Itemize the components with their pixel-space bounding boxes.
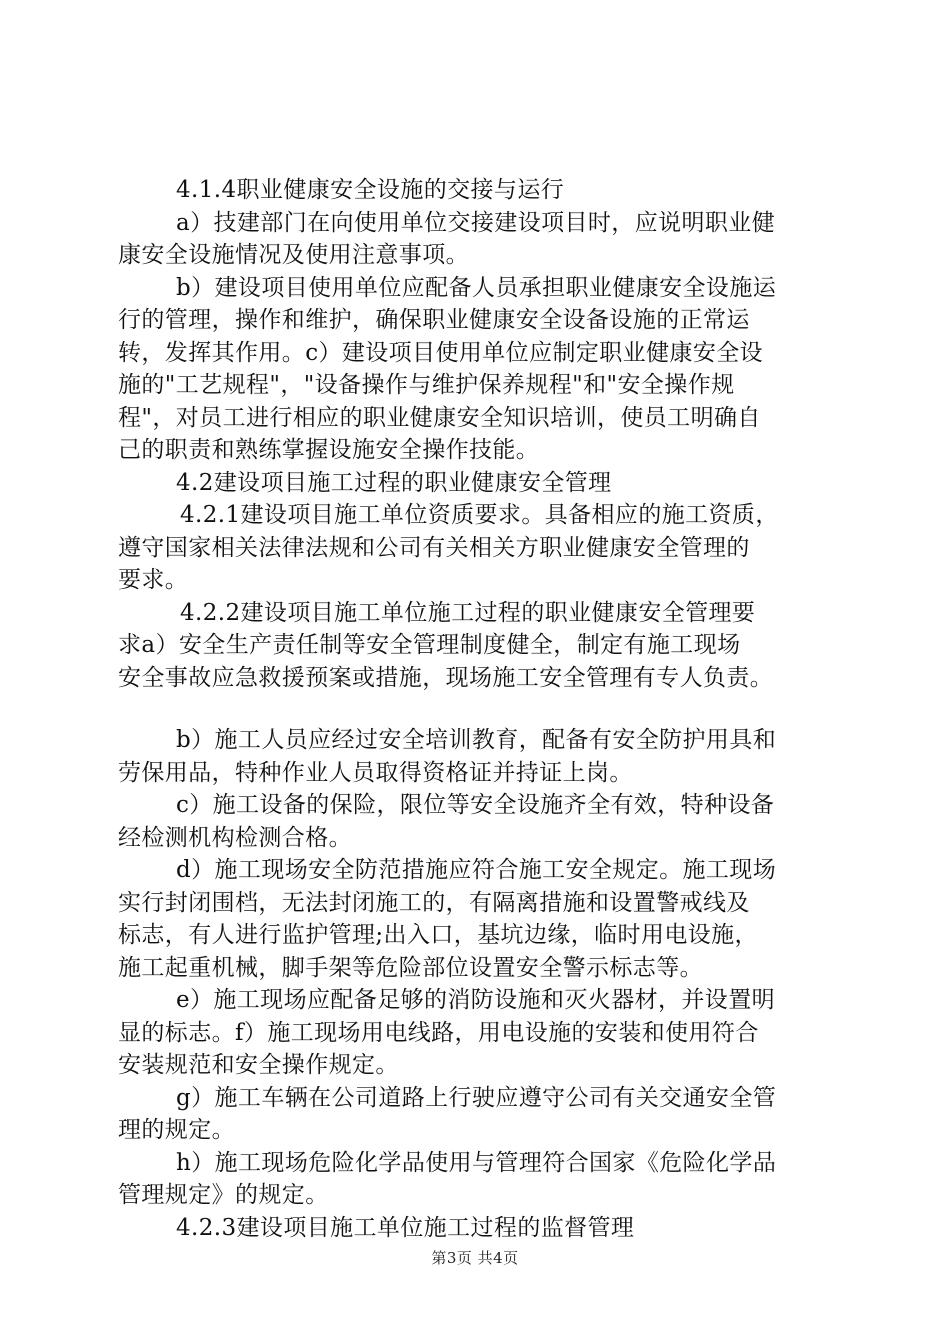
paragraph-line: 4.2.1建设项目施工单位资质要求。具备相应的施工资质， — [180, 502, 779, 528]
blank-line — [118, 694, 846, 724]
paragraph-line: 安装规范和安全操作规定。 — [118, 1052, 399, 1078]
paragraph-line: 转，发挥其作用。c）建设项目使用单位应制定职业健康安全设 — [118, 339, 764, 366]
paragraph-line: 管理规定》的规定。 — [118, 1182, 329, 1208]
paragraph-line: d）施工现场安全防范措施应符合施工安全规定。施工现场 — [176, 857, 777, 883]
paragraph-line: 4.2.2建设项目施工单位施工过程的职业健康安全管理要 — [180, 599, 756, 626]
paragraph-line: h）施工现场危险化学品使用与管理符合国家《危险化学品 — [176, 1149, 777, 1176]
paragraph-line: b）施工人员应经过安全培训教育，配备有安全防护用具和 — [176, 727, 777, 753]
paragraph-line: g）施工车辆在公司道路上行驶应遵守公司有关交通安全管 — [176, 1084, 777, 1111]
paragraph-line: 施的"工艺规程"，"设备操作与维护保养规程"和"安全操作规 — [118, 372, 735, 398]
section-heading: 4.2建设项目施工过程的职业健康安全管理 — [176, 469, 612, 496]
paragraph-line: 程"，对员工进行相应的职业健康安全知识培训，使员工明确自 — [118, 404, 761, 431]
paragraph-line: 康安全设施情况及使用注意事项。 — [118, 242, 469, 268]
paragraph-line: b）建设项目使用单位应配备人员承担职业健康安全设施运 — [176, 274, 777, 301]
section-heading: 4.2.3建设项目施工单位施工过程的监督管理 — [176, 1214, 635, 1241]
paragraph-line: 标志，有人进行监护管理;出入口，基坑边缘，临时用电设施， — [118, 922, 758, 948]
paragraph-line: a）技建部门在向使用单位交接建设项目时，应说明职业健 — [176, 209, 776, 236]
paragraph-line: 理的规定。 — [118, 1117, 235, 1143]
paragraph-line: 行的管理，操作和维护，确保职业健康安全设备设施的正常运 — [118, 307, 750, 333]
paragraph-line: 施工起重机械，脚手架等危险部位设置安全警示标志等。 — [118, 954, 703, 981]
paragraph-line: 安全事故应急救援预案或措施，现场施工安全管理有专人负责。 — [118, 664, 774, 691]
document-body — [118, 174, 846, 1244]
paragraph-line: 显的标志。f）施工现场用电线路，用电设施的安装和使用符合 — [118, 1019, 759, 1046]
page-number-footer: 第3页 共4页 — [431, 1249, 519, 1267]
paragraph-line: c）施工设备的保险，限位等安全设施齐全有效，特种设备 — [176, 792, 775, 818]
paragraph-line: 要求。 — [118, 567, 189, 593]
paragraph-line: 求a）安全生产责任制等安全管理制度健全，制定有施工现场 — [118, 632, 741, 658]
paragraph-line: 己的职责和熟练掌握设施安全操作技能。 — [118, 437, 540, 463]
paragraph-line: 遵守国家相关法律法规和公司有关相关方职业健康安全管理的 — [118, 534, 750, 561]
section-heading: 4.1.4职业健康安全设施的交接与运行 — [176, 177, 565, 203]
paragraph-line: 劳保用品，特种作业人员取得资格证并持证上岗。 — [118, 759, 633, 786]
paragraph-line: e）施工现场应配备足够的消防设施和灭火器材，并设置明 — [176, 987, 776, 1013]
paragraph-line: 经检测机构检测合格。 — [118, 824, 352, 851]
paragraph-line: 实行封闭围档，无法封闭施工的，有隔离措施和设置警戒线及 — [118, 889, 750, 916]
